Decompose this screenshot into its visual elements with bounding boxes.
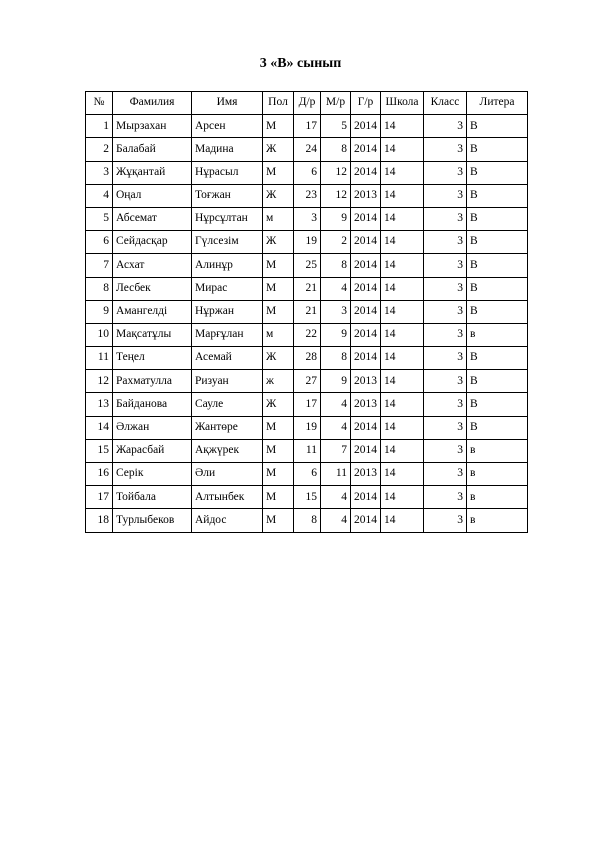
cell-birth-month: 11 (321, 463, 351, 486)
cell-birth-year: 2014 (351, 161, 381, 184)
cell-birth-year: 2014 (351, 207, 381, 230)
cell-sex: Ж (263, 347, 294, 370)
cell-birth-day: 27 (294, 370, 321, 393)
cell-sex: м (263, 323, 294, 346)
cell-class: 3 (424, 416, 467, 439)
cell-birth-day: 17 (294, 393, 321, 416)
cell-class: 3 (424, 231, 467, 254)
table-body (86, 115, 528, 532)
cell-sex: Ж (263, 138, 294, 161)
table-row (86, 486, 528, 509)
cell-birth-day: 19 (294, 231, 321, 254)
cell-birth-month: 4 (321, 416, 351, 439)
table-row (86, 370, 528, 393)
header-letter: Литера (467, 92, 528, 115)
cell-class: 3 (424, 439, 467, 462)
cell-class: 3 (424, 207, 467, 230)
cell-letter: в (467, 439, 528, 462)
cell-birth-day: 21 (294, 277, 321, 300)
cell-school: 14 (381, 347, 424, 370)
cell-school: 14 (381, 509, 424, 532)
cell-first-name: Алтынбек (192, 486, 263, 509)
cell-number: 5 (86, 207, 113, 230)
cell-school: 14 (381, 184, 424, 207)
cell-first-name: Алинұр (192, 254, 263, 277)
cell-letter: В (467, 416, 528, 439)
cell-birth-year: 2013 (351, 463, 381, 486)
cell-birth-year: 2014 (351, 300, 381, 323)
cell-first-name: Марғұлан (192, 323, 263, 346)
cell-surname: Байданова (113, 393, 192, 416)
cell-surname: Мақсатұлы (113, 323, 192, 346)
cell-birth-year: 2014 (351, 231, 381, 254)
cell-birth-day: 21 (294, 300, 321, 323)
cell-sex: Ж (263, 393, 294, 416)
cell-surname: Тойбала (113, 486, 192, 509)
table-row (86, 416, 528, 439)
header-birth-year: Г/р (351, 92, 381, 115)
table-row (86, 277, 528, 300)
cell-class: 3 (424, 161, 467, 184)
cell-number: 18 (86, 509, 113, 532)
cell-letter: В (467, 347, 528, 370)
table-row (86, 161, 528, 184)
table-row (86, 463, 528, 486)
cell-birth-year: 2014 (351, 347, 381, 370)
cell-letter: В (467, 370, 528, 393)
cell-surname: Балабай (113, 138, 192, 161)
cell-number: 16 (86, 463, 113, 486)
cell-first-name: Нұрасыл (192, 161, 263, 184)
cell-birth-year: 2014 (351, 277, 381, 300)
table-row (86, 300, 528, 323)
cell-class: 3 (424, 393, 467, 416)
cell-birth-year: 2014 (351, 254, 381, 277)
cell-school: 14 (381, 416, 424, 439)
cell-letter: В (467, 207, 528, 230)
cell-birth-month: 12 (321, 184, 351, 207)
cell-birth-year: 2014 (351, 486, 381, 509)
cell-birth-month: 9 (321, 370, 351, 393)
cell-birth-year: 2014 (351, 115, 381, 138)
cell-number: 14 (86, 416, 113, 439)
cell-surname: Әлжан (113, 416, 192, 439)
header-school: Школа (381, 92, 424, 115)
table-row (86, 207, 528, 230)
cell-sex: ж (263, 370, 294, 393)
cell-school: 14 (381, 370, 424, 393)
cell-sex: М (263, 463, 294, 486)
cell-letter: В (467, 231, 528, 254)
header-number: № (86, 92, 113, 115)
cell-school: 14 (381, 207, 424, 230)
cell-surname: Асхат (113, 254, 192, 277)
cell-surname: Теңел (113, 347, 192, 370)
cell-class: 3 (424, 463, 467, 486)
cell-sex: М (263, 509, 294, 532)
cell-first-name: Мадина (192, 138, 263, 161)
cell-surname: Жарасбай (113, 439, 192, 462)
student-roster-table (85, 91, 528, 533)
cell-sex: М (263, 115, 294, 138)
cell-school: 14 (381, 323, 424, 346)
cell-first-name: Гүлсезім (192, 231, 263, 254)
cell-number: 17 (86, 486, 113, 509)
table-row (86, 393, 528, 416)
cell-class: 3 (424, 509, 467, 532)
cell-first-name: Ақжүрек (192, 439, 263, 462)
cell-birth-month: 9 (321, 323, 351, 346)
cell-surname: Сейдасқар (113, 231, 192, 254)
cell-birth-month: 12 (321, 161, 351, 184)
cell-birth-year: 2014 (351, 323, 381, 346)
cell-school: 14 (381, 393, 424, 416)
cell-sex: М (263, 416, 294, 439)
cell-sex: м (263, 207, 294, 230)
table-header-row (86, 92, 528, 115)
cell-sex: М (263, 254, 294, 277)
header-sex: Пол (263, 92, 294, 115)
cell-sex: М (263, 486, 294, 509)
cell-letter: В (467, 184, 528, 207)
cell-sex: М (263, 161, 294, 184)
table-row (86, 509, 528, 532)
cell-first-name: Тоғжан (192, 184, 263, 207)
cell-birth-year: 2014 (351, 509, 381, 532)
cell-birth-day: 8 (294, 509, 321, 532)
cell-school: 14 (381, 463, 424, 486)
cell-sex: М (263, 300, 294, 323)
cell-birth-month: 8 (321, 138, 351, 161)
cell-school: 14 (381, 439, 424, 462)
cell-letter: в (467, 323, 528, 346)
cell-class: 3 (424, 300, 467, 323)
cell-school: 14 (381, 231, 424, 254)
cell-letter: В (467, 161, 528, 184)
cell-birth-month: 9 (321, 207, 351, 230)
cell-birth-day: 25 (294, 254, 321, 277)
cell-class: 3 (424, 277, 467, 300)
cell-letter: В (467, 254, 528, 277)
header-surname: Фамилия (113, 92, 192, 115)
cell-first-name: Асемай (192, 347, 263, 370)
cell-first-name: Ризуан (192, 370, 263, 393)
cell-sex: Ж (263, 231, 294, 254)
cell-birth-year: 2013 (351, 393, 381, 416)
cell-letter: В (467, 277, 528, 300)
cell-surname: Оңал (113, 184, 192, 207)
cell-birth-day: 17 (294, 115, 321, 138)
cell-first-name: Арсен (192, 115, 263, 138)
cell-class: 3 (424, 184, 467, 207)
cell-letter: В (467, 393, 528, 416)
cell-number: 11 (86, 347, 113, 370)
cell-birth-day: 23 (294, 184, 321, 207)
header-class: Класс (424, 92, 467, 115)
table-row (86, 254, 528, 277)
cell-birth-day: 11 (294, 439, 321, 462)
cell-school: 14 (381, 486, 424, 509)
cell-number: 9 (86, 300, 113, 323)
cell-surname: Серік (113, 463, 192, 486)
table-row (86, 115, 528, 138)
cell-first-name: Әли (192, 463, 263, 486)
cell-sex: Ж (263, 184, 294, 207)
cell-birth-day: 15 (294, 486, 321, 509)
table-row (86, 347, 528, 370)
cell-number: 6 (86, 231, 113, 254)
cell-surname: Турлыбеков (113, 509, 192, 532)
cell-birth-month: 4 (321, 393, 351, 416)
cell-class: 3 (424, 370, 467, 393)
cell-school: 14 (381, 138, 424, 161)
cell-birth-month: 8 (321, 254, 351, 277)
cell-surname: Абсемат (113, 207, 192, 230)
cell-first-name: Нұрсұлтан (192, 207, 263, 230)
cell-surname: Мырзахан (113, 115, 192, 138)
cell-class: 3 (424, 254, 467, 277)
cell-first-name: Мирас (192, 277, 263, 300)
cell-birth-year: 2013 (351, 184, 381, 207)
cell-birth-year: 2013 (351, 370, 381, 393)
table-row (86, 138, 528, 161)
cell-class: 3 (424, 323, 467, 346)
cell-surname: Жұқантай (113, 161, 192, 184)
cell-first-name: Жантөре (192, 416, 263, 439)
cell-birth-day: 28 (294, 347, 321, 370)
table-row (86, 184, 528, 207)
cell-surname: Рахматулла (113, 370, 192, 393)
cell-birth-month: 4 (321, 277, 351, 300)
cell-first-name: Нұржан (192, 300, 263, 323)
cell-letter: в (467, 486, 528, 509)
cell-letter: В (467, 300, 528, 323)
cell-number: 7 (86, 254, 113, 277)
cell-birth-day: 6 (294, 463, 321, 486)
cell-number: 12 (86, 370, 113, 393)
table-row (86, 323, 528, 346)
cell-first-name: Айдос (192, 509, 263, 532)
header-birth-month: М/р (321, 92, 351, 115)
cell-birth-year: 2014 (351, 416, 381, 439)
cell-surname: Амангелді (113, 300, 192, 323)
cell-surname: Лесбек (113, 277, 192, 300)
cell-birth-month: 7 (321, 439, 351, 462)
cell-birth-month: 2 (321, 231, 351, 254)
cell-class: 3 (424, 347, 467, 370)
cell-birth-day: 6 (294, 161, 321, 184)
cell-birth-month: 8 (321, 347, 351, 370)
header-birth-day: Д/р (294, 92, 321, 115)
header-first-name: Имя (192, 92, 263, 115)
page-title: 3 «В» сынып (259, 56, 342, 71)
cell-school: 14 (381, 254, 424, 277)
cell-letter: в (467, 509, 528, 532)
cell-class: 3 (424, 486, 467, 509)
cell-letter: в (467, 463, 528, 486)
cell-birth-day: 19 (294, 416, 321, 439)
cell-number: 13 (86, 393, 113, 416)
cell-school: 14 (381, 277, 424, 300)
cell-birth-year: 2014 (351, 439, 381, 462)
cell-letter: В (467, 138, 528, 161)
cell-number: 4 (86, 184, 113, 207)
cell-sex: М (263, 439, 294, 462)
cell-birth-month: 4 (321, 509, 351, 532)
cell-number: 1 (86, 115, 113, 138)
cell-birth-day: 3 (294, 207, 321, 230)
table-row (86, 439, 528, 462)
cell-birth-year: 2014 (351, 138, 381, 161)
cell-number: 8 (86, 277, 113, 300)
cell-number: 3 (86, 161, 113, 184)
cell-number: 2 (86, 138, 113, 161)
table-row (86, 231, 528, 254)
cell-class: 3 (424, 138, 467, 161)
cell-school: 14 (381, 300, 424, 323)
cell-birth-month: 3 (321, 300, 351, 323)
cell-school: 14 (381, 115, 424, 138)
cell-school: 14 (381, 161, 424, 184)
cell-birth-day: 22 (294, 323, 321, 346)
cell-number: 10 (86, 323, 113, 346)
cell-number: 15 (86, 439, 113, 462)
cell-sex: М (263, 277, 294, 300)
cell-birth-month: 5 (321, 115, 351, 138)
cell-first-name: Сауле (192, 393, 263, 416)
cell-class: 3 (424, 115, 467, 138)
cell-birth-day: 24 (294, 138, 321, 161)
cell-birth-month: 4 (321, 486, 351, 509)
cell-letter: В (467, 115, 528, 138)
